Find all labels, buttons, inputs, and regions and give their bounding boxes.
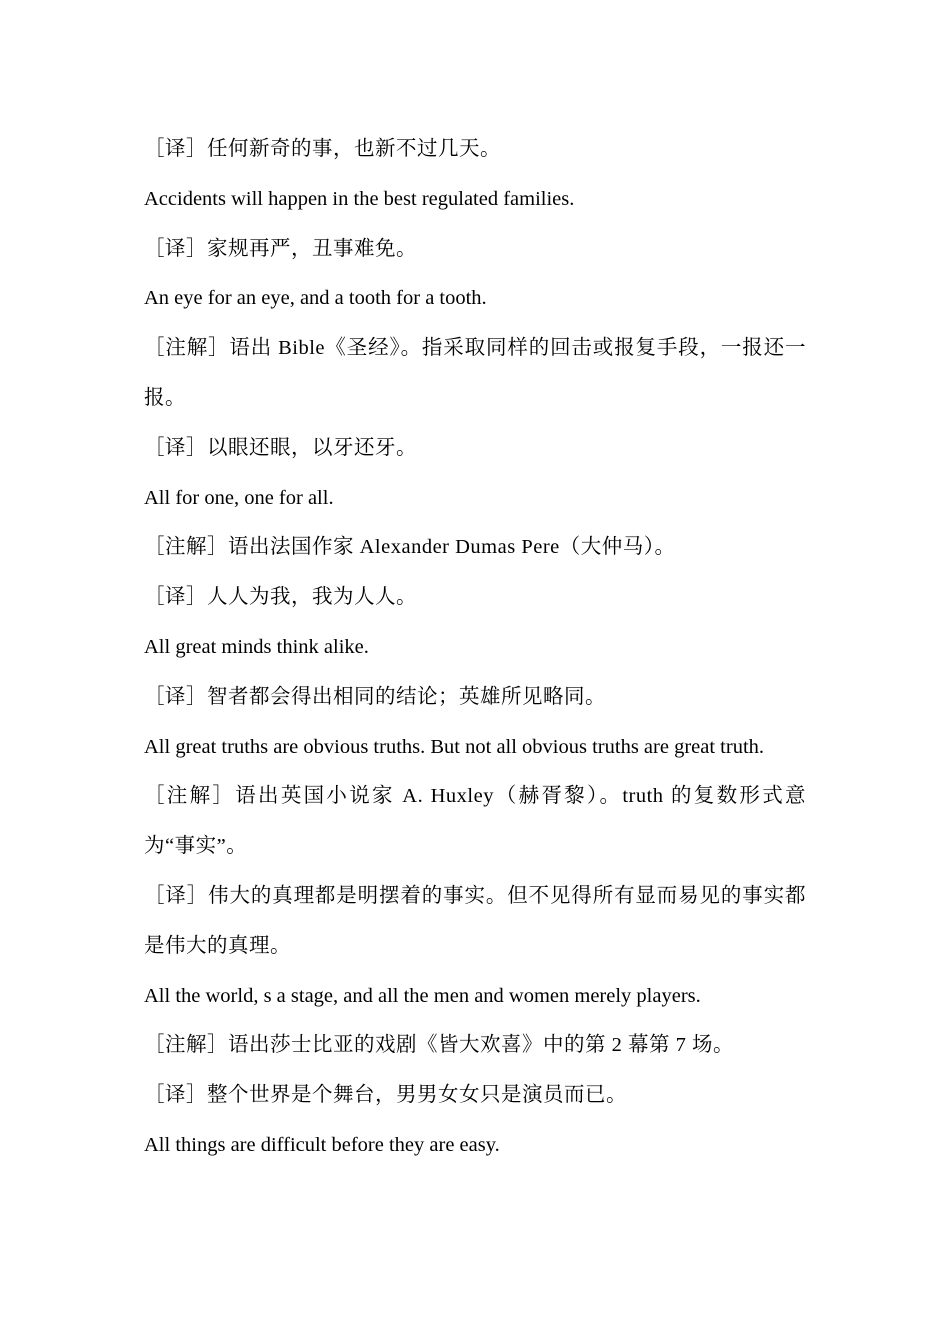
translation-paragraph: ［译］智者都会得出相同的结论；英雄所见略同。 [144, 685, 606, 708]
translation-paragraph: ［译］以眼还眼，以牙还牙。 [144, 436, 417, 459]
annotation-paragraph: ［注解］语出莎士比亚的戏剧《皆大欢喜》中的第 2 幕第 7 场。 [144, 1034, 734, 1057]
proverb-paragraph: All great minds think alike. [144, 635, 369, 658]
annotation-paragraph: ［注解］语出法国作家 Alexander Dumas Pere（大仲马）。 [144, 536, 676, 559]
translation-paragraph: ［译］家规再严，丑事难免。 [144, 237, 417, 260]
translation-paragraph: ［译］伟大的真理都是明摆着的事实。但不见得所有显而易见的事实都是伟大的真理。 [144, 884, 806, 957]
proverb-paragraph: An eye for an eye, and a tooth for a tooth. [144, 287, 487, 310]
proverb-paragraph: All for one, one for all. [144, 486, 334, 509]
annotation-paragraph: ［注解］语出 Bible《圣经》。指采取同样的回击或报复手段，一报还一报。 [144, 337, 806, 409]
proverb-paragraph: Accidents will happen in the best regulated families. [144, 187, 575, 210]
proverb-paragraph: All great truths are obvious truths. But not all obvious truths are great truth. [144, 735, 765, 758]
translation-paragraph: ［译］整个世界是个舞台，男男女女只是演员而已。 [144, 1084, 627, 1107]
proverb-paragraph: All things are difficult before they are easy. [144, 1133, 500, 1156]
document-page [144, 125, 806, 1171]
annotation-paragraph: ［注解］语出英国小说家 A. Huxley（赫胥黎）。truth 的复数形式意为“事实”。 [144, 785, 806, 858]
translation-paragraph: ［译］人人为我，我为人人。 [144, 586, 417, 609]
proverb-paragraph: All the world, s a stage, and all the men and women merely players. [144, 984, 701, 1007]
translation-paragraph: ［译］任何新奇的事，也新不过几天。 [144, 138, 501, 160]
